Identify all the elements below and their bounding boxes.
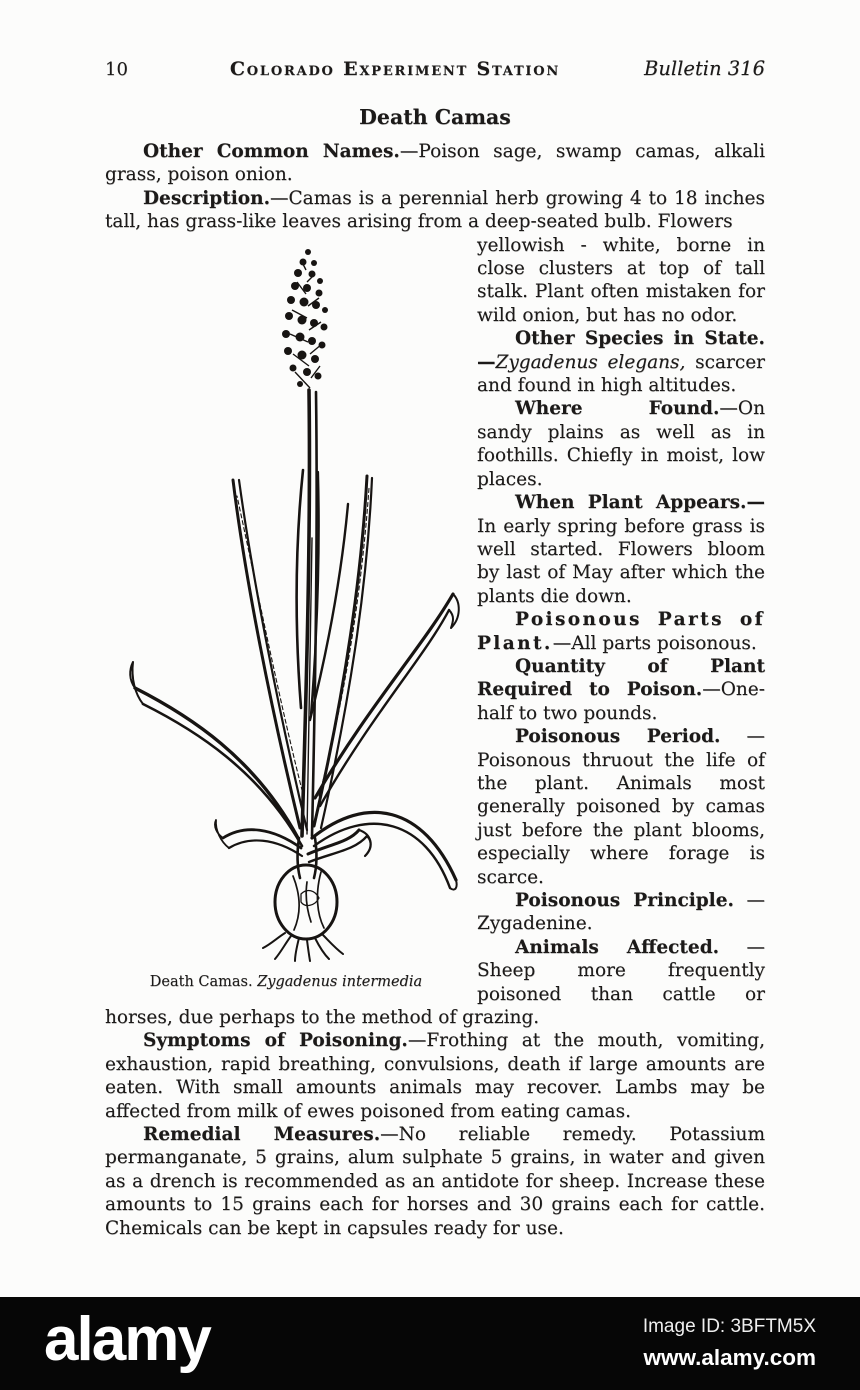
footer-meta: [643, 1316, 816, 1371]
section-label: Poisonous Period.: [515, 726, 721, 748]
section-text: In early spring before grass is well started. Flowers bloom by last of May after which the plants die down.: [477, 515, 765, 607]
section-text: —Poison sage, swamp camas, alkali grass, poison onion.: [105, 141, 765, 186]
species-name: Zygadenus elegans,: [495, 351, 686, 373]
section-text: —One-half to two pounds.: [477, 679, 765, 724]
section-label: Poisonous Principle.: [515, 890, 734, 911]
alamy-watermark-bar: [0, 1297, 860, 1390]
section-text: — Zygadenine.: [477, 890, 765, 935]
section-label: Quantity of Plant Required to Poison.: [477, 655, 765, 701]
section-text: —No reliable remedy. Potassium permanganate, 5 grains, alum sulphate 5 grains, in water and given as a drench is recommended as an antidote for sheep. Increase these amounts to 15 grains each for horses and 30 grains each for cattle. Chemicals can be kept in capsules ready for use.: [105, 1124, 765, 1239]
section-text: yellowish - white, borne in close clusters at top of tall stalk. Plant often mistaken for wild onion, but has no odor.: [477, 234, 765, 326]
section-symptoms: [105, 1029, 765, 1123]
section-other-common-names: [105, 140, 765, 187]
section-label: Where Found.: [515, 398, 720, 420]
section-text: — Poisonous thruout the life of the plant. Animals most generally poisoned by camas just before the plant blooms, especially where forage is scarce.: [477, 726, 765, 888]
section-text: —Frothing at the mouth, vomiting, exhaustion, rapid breathing, convulsions, death if large amounts are eaten. With small amounts animals may recover. Lambs may be affected from milk of ewes poisoned from eating camas.: [105, 1030, 765, 1122]
section-label: Symptoms of Poisoning.: [143, 1030, 408, 1052]
bulletin-number: Bulletin 316: [644, 57, 765, 80]
section-text: —Camas is a perennial herb growing 4 to 18 inches tall, has grass-like leaves arising from a deep-seated bulb. Flowers: [105, 187, 765, 233]
section-description: [105, 187, 765, 234]
plant-figure: [105, 238, 467, 990]
page-number: 10: [105, 59, 128, 80]
section-text: —On sandy plains as well as in foothills. Chiefly in moist, low places.: [477, 398, 765, 490]
section-label: Other Species in State.—: [477, 328, 765, 373]
section-label: Animals Affected.: [515, 936, 720, 958]
section-label: Poisonous Parts of Plant.: [477, 609, 765, 654]
section-text: —All parts poisonous.: [552, 632, 757, 654]
section-label: Description.: [143, 187, 271, 209]
death-camas-illustration: [105, 238, 467, 962]
page-header: [105, 0, 765, 80]
section-label: Remedial Measures.: [143, 1124, 381, 1146]
figure-caption: [105, 974, 467, 990]
caption-species-name: Zygadenus intermedia: [257, 973, 423, 990]
caption-text: Death Camas.: [149, 973, 258, 990]
section-remedial-measures: [105, 1123, 765, 1240]
alamy-logo: alamy: [44, 1304, 210, 1374]
section-label: Other Common Names.: [143, 141, 400, 162]
page-content: [105, 0, 765, 1240]
section-label: When Plant Appears.—: [515, 492, 765, 514]
article-title: Death Camas: [359, 105, 511, 129]
section-text: scarcer and found in high altitudes.: [477, 351, 765, 397]
section-text: — Sheep more frequently poisoned than cattle or horses, due perhaps to the method of grazing.: [105, 936, 765, 1029]
alamy-url: www.alamy.com: [643, 1345, 816, 1370]
image-id-label: Image ID: 3BFTM5X: [642, 1316, 816, 1337]
journal-title: Colorado Experiment Station: [229, 58, 561, 80]
